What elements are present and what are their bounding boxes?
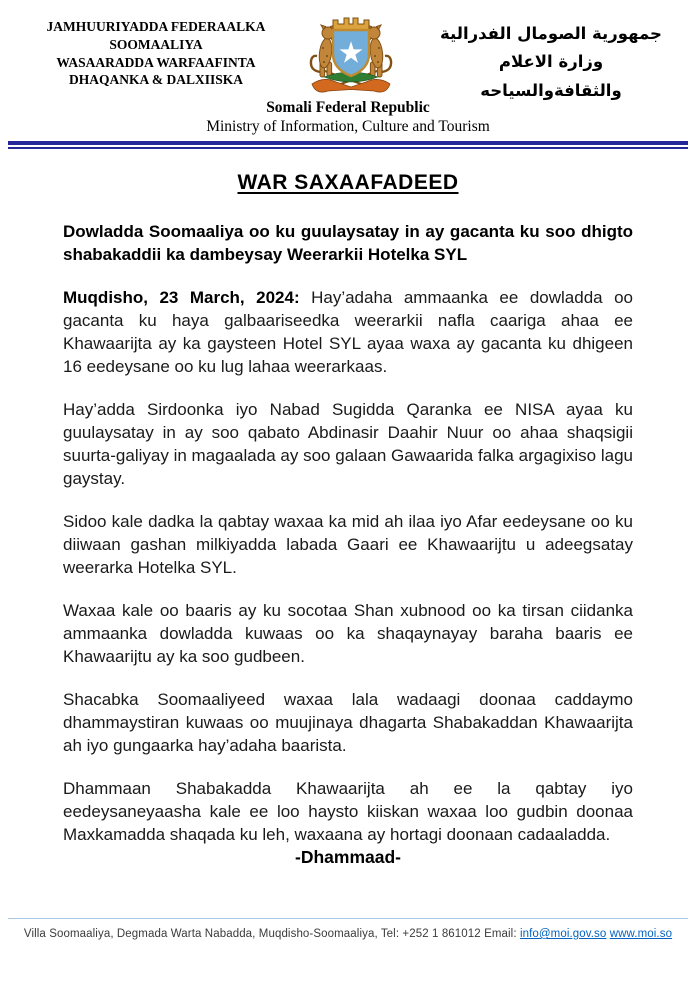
paragraph: Sidoo kale dadka la qabtay waxaa ka mid ah ilaa iyo Afar eedeysane oo ku diiwaan gashan milkiyadda labada Gaari ee Khawaarijtu u adeegsatay weerarka Hotelka SYL. bbox=[63, 511, 633, 577]
paragraph: Dhammaan Shabakadda Khawaarijta ah ee la qabtay iyo eedeysaneyaasha kale ee loo haysto kiiskan waxaa loo gudbin doonaa Maxkamadda shaqada ku leh, waxaana ay hortagi doonaan cadaaladda. bbox=[63, 778, 633, 844]
republic-title: Somali Federal Republic bbox=[266, 99, 430, 117]
emblem-container bbox=[286, 10, 416, 104]
footer-website-link[interactable]: www.moi.so bbox=[609, 928, 673, 940]
footer-address: Villa Soomaaliya, Degmada Warta Nabadda, Muqdisho-Soomaaliya, Tel: +252 1 861012 Email: bbox=[23, 928, 520, 940]
closing-mark: -Dhammaad- bbox=[295, 846, 401, 867]
document-body bbox=[0, 171, 696, 868]
footer-email-link[interactable]: info@moi.gov.so bbox=[519, 928, 607, 940]
org-line-arabic: وزارة الاعلام bbox=[498, 52, 604, 72]
somalia-coat-of-arms-icon bbox=[295, 10, 407, 104]
ministry-title: Ministry of Information, Culture and Tourism bbox=[206, 118, 490, 136]
ministry-name-arabic bbox=[420, 20, 682, 105]
letterhead bbox=[0, 0, 696, 105]
footer bbox=[8, 918, 688, 940]
paragraph: Shacabka Soomaaliyeed waxaa lala wadaagi doonaa caddaymo dhammaystiran kuwaas oo muujinaya dhagarta Shabakaddan Khawaarijta ah iyo gungaarka hay’adaha baarista. bbox=[63, 689, 633, 755]
org-line: JAMHUURIYADDA FEDERAALKA bbox=[46, 19, 266, 34]
org-line-arabic: جمهورية الصومال الفدرالية bbox=[440, 24, 662, 43]
paragraph-lead bbox=[63, 286, 633, 378]
ministry-name-somali bbox=[30, 18, 282, 89]
headline: Dowladda Soomaaliya oo ku guulaysatay in ay gacanta ku soo dhigto shabakaddii ka dambeysay Weerarkii Hotelka SYL bbox=[63, 221, 633, 264]
org-line: SOOMAALIYA bbox=[109, 36, 203, 52]
org-line-arabic: والثقافةوالسياحه bbox=[480, 80, 622, 100]
dateline: Muqdisho, 23 March, 2024: bbox=[63, 287, 312, 307]
org-line: DHAQANKA & DALXIISKA bbox=[68, 72, 244, 88]
document-title: WAR SAXAAFADEED bbox=[237, 170, 459, 194]
paragraph: Hay’adda Sirdoonka iyo Nabad Sugidda Qaranka ee NISA ayaa ku guulaysatay in ay soo qabato Abdinasir Daahir Nuur oo ahaa shaqsigii suurta-galiyay in magaalada ay soo galaan Gawaarida falka argagixiso lagu gaystay. bbox=[63, 399, 633, 488]
lead-text: Hay’adaha ammaanka ee dowladda oo gacanta ku haya galbaariseedka weerarkii nafla caariga ahaa ee Khawaarijta ay ka gaysteen Hotel SYL ayaa waxa ay gacanta ku dhigeen 16 eedeysane oo ku lug lahaa weerarkaas. bbox=[63, 287, 633, 376]
paragraph: Waxaa kale oo baaris ay ku socotaa Shan xubnood oo ka tirsan ciidanka ammaanka dowladda kuwaas oo ka shaqaynayay baraha baaris ee Khawaarijtu ay ka soo gudbeen. bbox=[63, 600, 633, 666]
org-line: WASAARADDA WARFAAFINTA bbox=[56, 54, 256, 70]
header-divider-rule bbox=[8, 141, 688, 149]
